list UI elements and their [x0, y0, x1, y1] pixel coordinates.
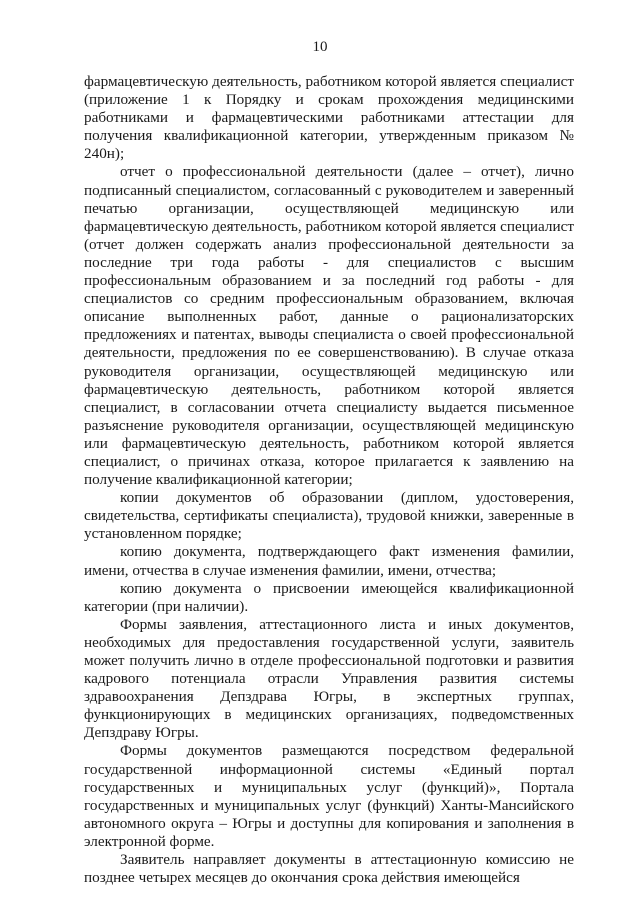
paragraph-name-change-copy: копию документа, подтверждающего факт изменения фамилии, имени, отчества в случае изменения фамилии, имени, отчества; [84, 543, 574, 579]
paragraph-forms-placement: Формы документов размещаются посредством федеральной государственной информационной системы «Единый портал государственных и муниципальных услуг (функций)», Портала государственных и муниципальных услуг (функций) Ханты-Мансийского автономного округа – Югры и доступны для копирования и заполнения в электронной форме. [84, 742, 574, 850]
paragraph-continuation: фармацевтическую деятельность, работником которой является специалист (приложение 1 к Порядку и срокам прохождения медицинскими работниками и фармацевтическими работниками аттестации для получения квалификационной категории, утвержденным приказом № 240н); [84, 73, 574, 163]
paragraph-forms-obtaining: Формы заявления, аттестационного листа и иных документов, необходимых для предоставления государственной услуги, заявитель может получить лично в отделе профессиональной подготовки и развития кадрового потенциала отрасли Управления развития системы здравоохранения Депздрава Югры, в экспертных группах, функционирующих в медицинских организациях, подведомственных Депздраву Югры. [84, 615, 574, 742]
document-body [84, 73, 574, 887]
page-number: 10 [312, 39, 328, 55]
paragraph-education-copies: копии документов об образовании (диплом, удостоверения, свидетельства, сертификаты специалиста), трудовой книжки, заверенные в установленном порядке; [84, 489, 574, 543]
paragraph-report: отчет о профессиональной деятельности (далее – отчет), лично подписанный специалистом, согласованный с руководителем и заверенный печатью организации, осуществляющей медицинскую или фармацевтическую деятельность, работником которой является специалист (отчет должен содержать анализ профессиональной деятельности за последние три года работы - для специалистов с высшим профессиональным образованием и за последний год работы - для специалистов со средним профессиональным образованием, включая описание выполненных работ, данные о рационализаторских предложениях и патентах, выводы специалиста о своей профессиональной деятельности, предложения по ее совершенствованию). В случае отказа руководителя организации, осуществляющей медицинскую или фармацевтическую деятельность, работником которой является специалист, в согласовании отчета специалисту выдается письменное разъяснение руководителя организации, осуществляющей медицинскую или фармацевтическую деятельность, работником которой является специалист, о причинах отказа, которое прилагается к заявлению на получение квалификационной категории; [84, 163, 574, 489]
paragraph-category-copy: копию документа о присвоении имеющейся квалификационной категории (при наличии). [84, 579, 574, 615]
paragraph-applicant-submission: Заявитель направляет документы в аттестационную комиссию не позднее четырех месяцев до окончания срока действия имеющейся [84, 851, 574, 887]
